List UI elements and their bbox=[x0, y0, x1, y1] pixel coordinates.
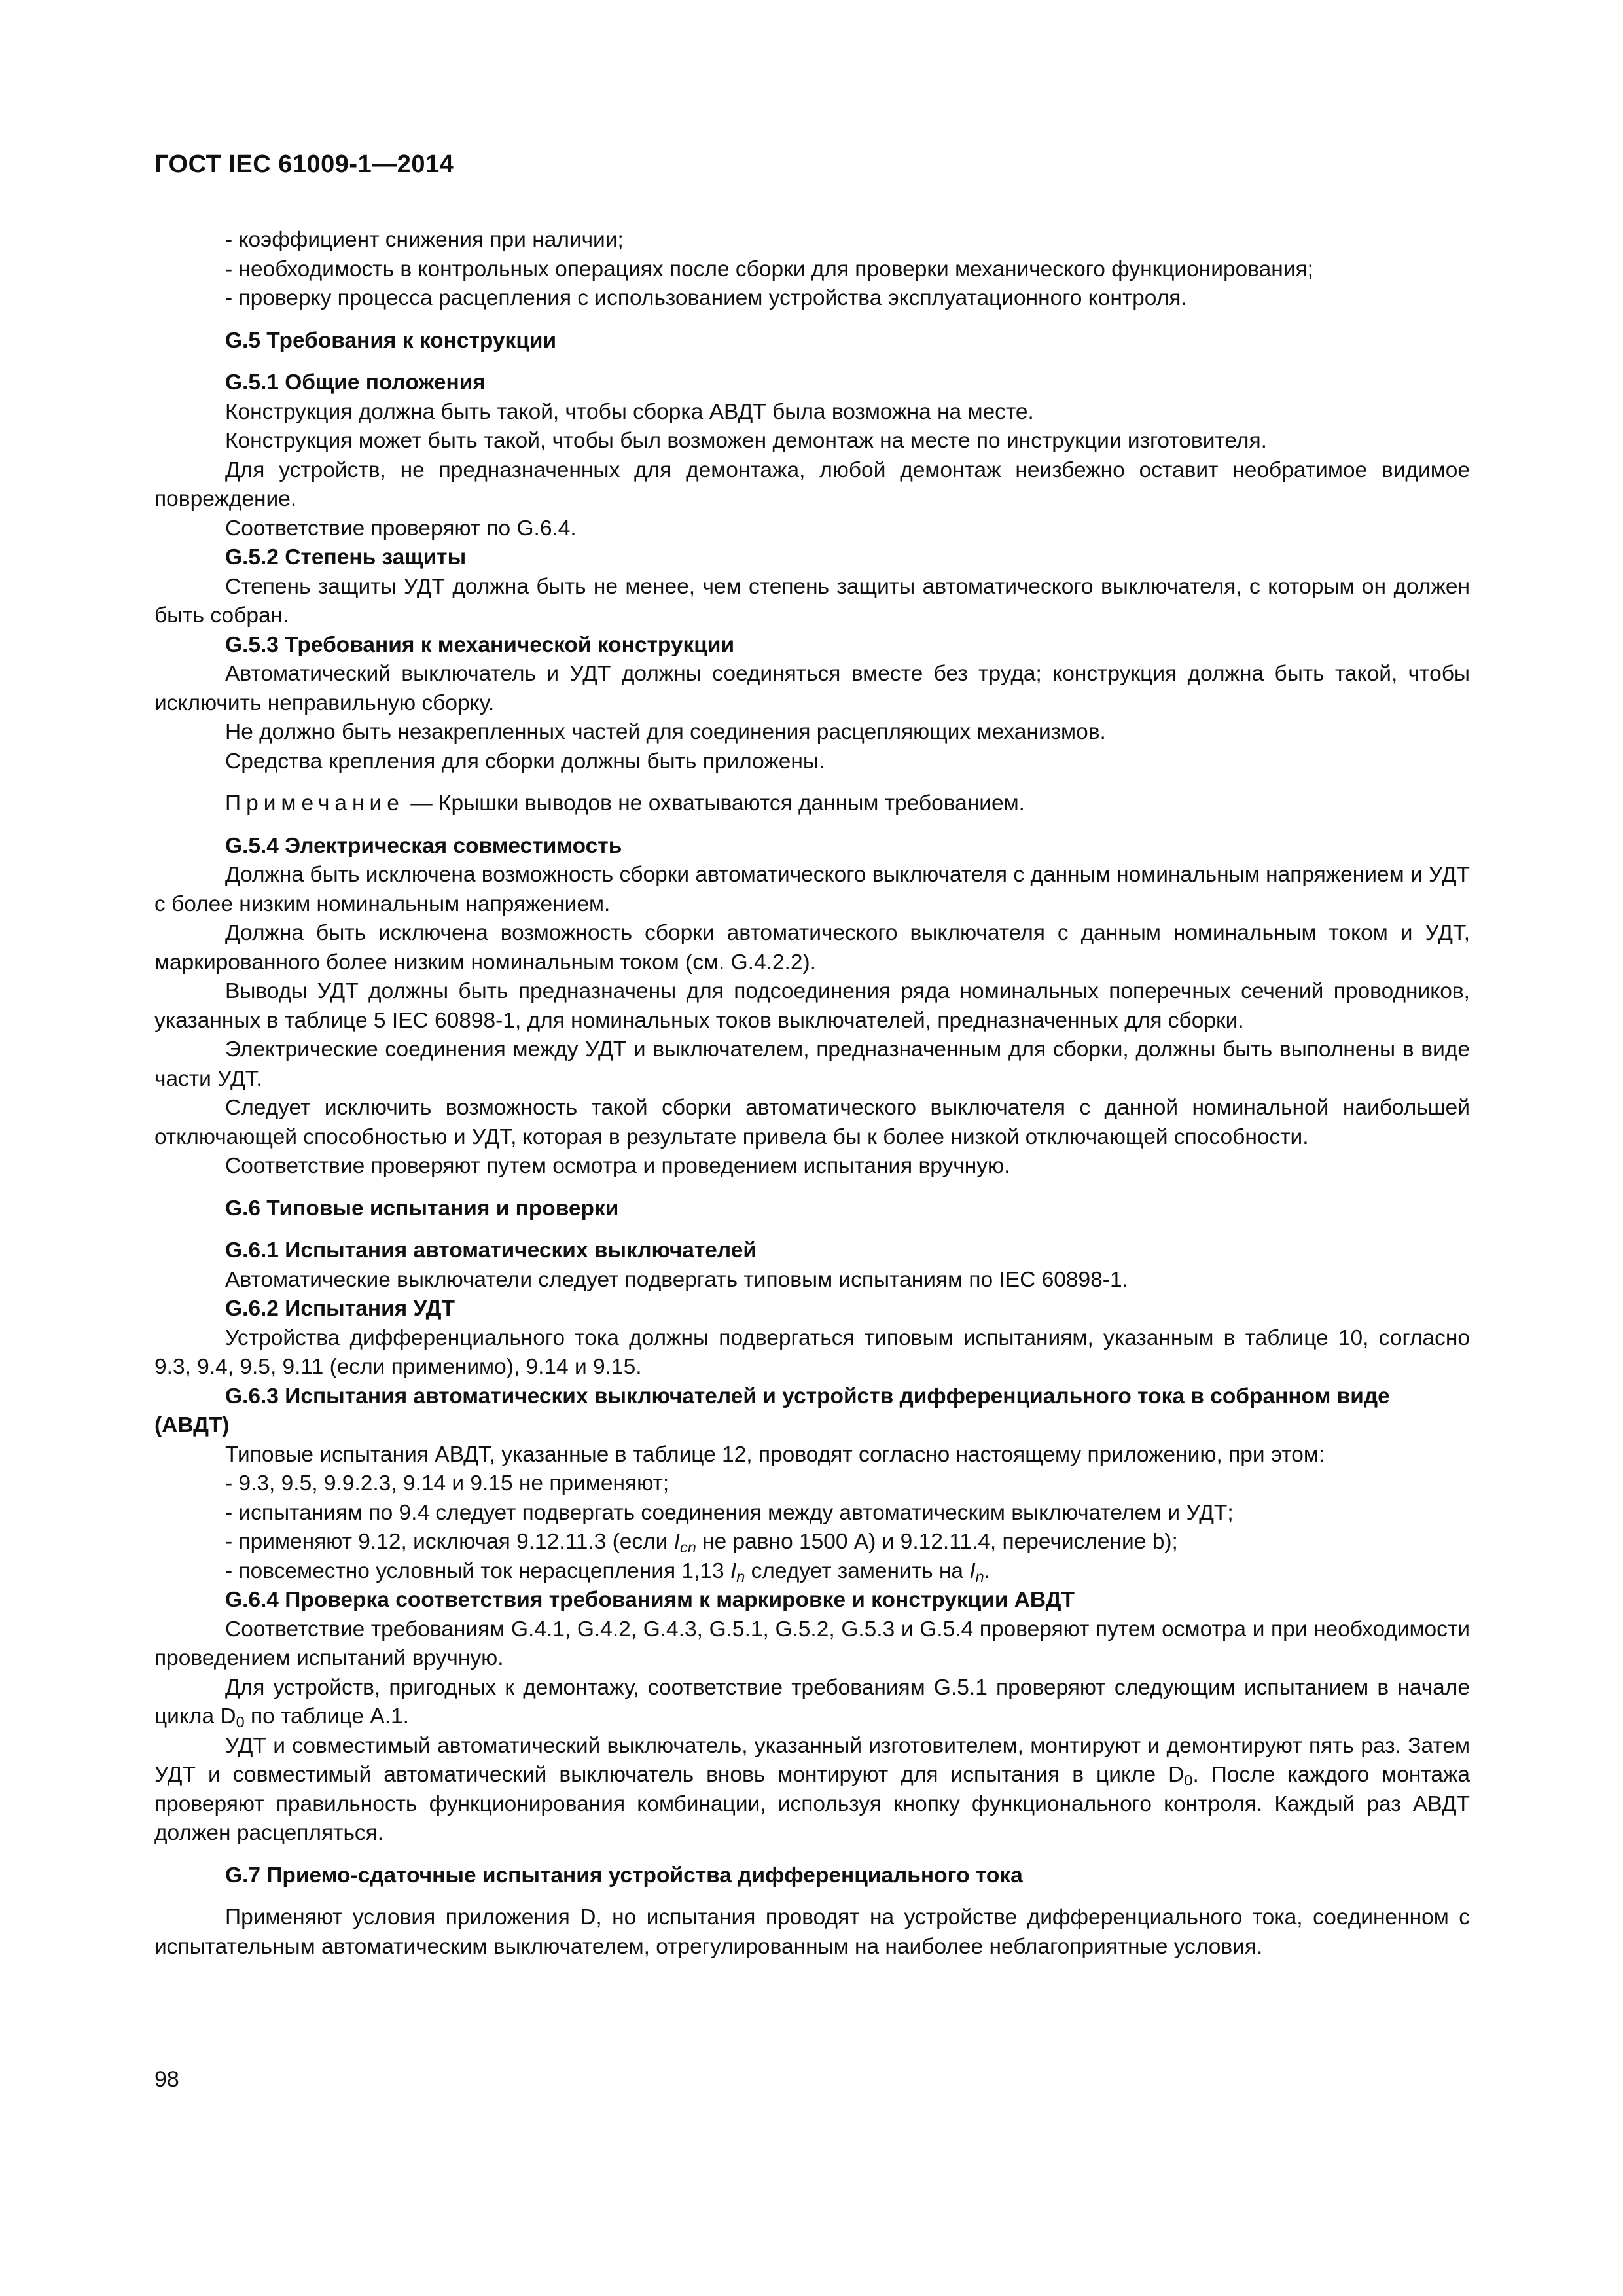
note bbox=[154, 789, 1470, 819]
paragraph: Соответствие требованиям G.4.1, G.4.2, G.4.3, G.5.1, G.5.2, G.5.3 и G.5.4 проверяют путем осмотра и при необходимости проведением испытаний вручную. bbox=[154, 1617, 1470, 1670]
symbol-i: I bbox=[730, 1558, 737, 1583]
paragraph: Следует исключить возможность такой сборки автоматического выключателя с данной номинальной наибольшей отключающей способностью и УДТ, которая в результате привела бы к более низкой отключающей способности. bbox=[154, 1096, 1470, 1149]
paragraph: Автоматические выключатели следует подвергать типовым испытаниям по IEC 60898-1. bbox=[225, 1267, 1128, 1292]
list-item: - 9.3, 9.5, 9.9.2.3, 9.14 и 9.15 не применяют; bbox=[225, 1471, 669, 1496]
list-item: - коэффициент снижения при наличии; bbox=[225, 228, 624, 252]
paragraph: Устройства дифференциального тока должны подвергаться типовым испытаниям, указанным в таблице 10, согласно 9.3, 9.4, 9.5, 9.11 (если применимо), 9.14 и 9.15. bbox=[154, 1325, 1470, 1379]
paragraph: Выводы УДТ должны быть предназначены для подсоединения ряда номинальных поперечных сечений проводников, указанных в таблице 5 IEC 60898-1, для номинальных токов выключателей, предназначенных для сборки. bbox=[154, 979, 1470, 1033]
paragraph: Автоматический выключатель и УДТ должны соединяться вместе без труда; конструкция должна быть такой, чтобы исключить неправильную сборку. bbox=[154, 662, 1470, 715]
text-run: по таблице А.1. bbox=[244, 1704, 409, 1729]
paragraph: Должна быть исключена возможность сборки автоматического выключателя с данным номинальным напряжением и УДТ с более низким номинальным напряжением. bbox=[154, 863, 1470, 916]
list-item: - испытаниям по 9.4 следует подвергать соединения между автоматическим выключателем и УДТ; bbox=[225, 1500, 1234, 1525]
paragraph: Должна быть исключена возможность сборки автоматического выключателя с данным номинальным током и УДТ, маркированного более низким номинальным током (см. G.4.2.2). bbox=[154, 921, 1470, 975]
text-run: Для устройств, пригодных к демонтажу, соответствие требованиям G.5.1 проверяют следующим испытанием в начале цикла D bbox=[154, 1675, 1470, 1729]
section-heading-g61: G.6.1 Испытания автоматических выключателей bbox=[225, 1238, 757, 1263]
paragraph: Электрические соединения между УДТ и выключателем, предназначенным для сборки, должны быть выполнены в виде части УДТ. bbox=[154, 1037, 1470, 1091]
note-text: — Крышки выводов не охватываются данным требованием. bbox=[404, 791, 1025, 816]
section-heading-g7: G.7 Приемо-сдаточные испытания устройства дифференциального тока bbox=[225, 1863, 1023, 1888]
text-run: - применяют 9.12, исключая 9.12.11.3 (если bbox=[225, 1530, 674, 1554]
text-run: - повсеместно условный ток нерасцепления 1,13 bbox=[225, 1558, 730, 1583]
paragraph: Не должно быть незакрепленных частей для соединения расцепляющих механизмов. bbox=[225, 720, 1106, 744]
paragraph bbox=[154, 1674, 1470, 1732]
symbol-subscript: n bbox=[975, 1568, 984, 1585]
section-heading-g5: G.5 Требования к конструкции bbox=[225, 328, 557, 353]
section-heading-g53: G.5.3 Требования к механической конструкции bbox=[225, 632, 735, 657]
section-heading-g64: G.6.4 Проверка соответствия требованиям к маркировке и конструкции АВДТ bbox=[225, 1588, 1075, 1612]
paragraph: Конструкция может быть такой, чтобы был возможен демонтаж на месте по инструкции изготовителя. bbox=[225, 429, 1267, 453]
section-heading-g6: G.6 Типовые испытания и проверки bbox=[225, 1196, 619, 1221]
document-body bbox=[154, 226, 1470, 1962]
list-item: - проверку процесса расцепления с использованием устройства эксплуатационного контроля. bbox=[225, 286, 1187, 310]
text-run: . bbox=[984, 1558, 990, 1583]
section-heading-g51: G.5.1 Общие положения bbox=[225, 370, 486, 395]
note-label: Примечание bbox=[225, 791, 404, 816]
paragraph bbox=[154, 1732, 1470, 1848]
page-number: 98 bbox=[154, 2067, 179, 2092]
paragraph: Средства крепления для сборки должны быть приложены. bbox=[225, 749, 825, 774]
section-heading-g52: G.5.2 Степень защиты bbox=[225, 545, 467, 569]
paragraph: Типовые испытания АВДТ, указанные в таблице 12, проводят согласно настоящему приложению, при этом: bbox=[225, 1442, 1325, 1467]
paragraph: Конструкция должна быть такой, чтобы сборка АВДТ была возможна на месте. bbox=[225, 399, 1034, 424]
paragraph: Применяют условия приложения D, но испытания проводят на устройстве дифференциального тока, соединенном с испытательным автоматическим выключателем, отрегулированным на наиболее неблагоприятные условия. bbox=[154, 1905, 1470, 1959]
paragraph: Соответствие проверяют по G.6.4. bbox=[225, 516, 577, 541]
list-item bbox=[154, 1528, 1470, 1557]
symbol-subscript: cn bbox=[680, 1538, 696, 1556]
text-run: УДТ и совместимый автоматический выключатель, указанный изготовителем, монтируют и демонтируют пять раз. Затем УДТ и совместимый автоматический выключатель вновь монтируют для испытания в цикле D bbox=[154, 1733, 1470, 1787]
symbol-subscript: 0 bbox=[1184, 1771, 1193, 1789]
paragraph: Соответствие проверяют путем осмотра и проведением испытания вручную. bbox=[225, 1154, 1010, 1178]
symbol-i: I bbox=[969, 1558, 976, 1583]
standard-header: ГОСТ IEC 61009-1—2014 bbox=[154, 151, 454, 178]
section-heading-g63: G.6.3 Испытания автоматических выключателей и устройств дифференциального тока в собранном виде (АВДТ) bbox=[154, 1384, 1390, 1437]
symbol-i: I bbox=[673, 1530, 681, 1554]
paragraph: Для устройств, не предназначенных для демонтажа, любой демонтаж неизбежно оставит необратимое видимое повреждение. bbox=[154, 457, 1470, 511]
section-heading-g54: G.5.4 Электрическая совместимость bbox=[225, 833, 622, 858]
text-run: следует заменить на bbox=[745, 1558, 970, 1583]
text-run: . После каждого монтажа проверяют правильность функционирования комбинации, используя кнопку функционального контроля. Каждый раз АВДТ должен расцепляться. bbox=[154, 1763, 1470, 1845]
symbol-subscript: 0 bbox=[236, 1713, 245, 1731]
list-item: - необходимость в контрольных операциях после сборки для проверки механического функционирования; bbox=[225, 257, 1313, 281]
text-run: не равно 1500 А) и 9.12.11.4, перечисление b); bbox=[696, 1530, 1178, 1554]
paragraph: Степень защиты УДТ должна быть не менее, чем степень защиты автоматического выключателя, с которым он должен быть собран. bbox=[154, 574, 1470, 628]
list-item bbox=[154, 1557, 1470, 1587]
symbol-subscript: n bbox=[736, 1568, 745, 1585]
section-heading-g62: G.6.2 Испытания УДТ bbox=[225, 1297, 455, 1321]
